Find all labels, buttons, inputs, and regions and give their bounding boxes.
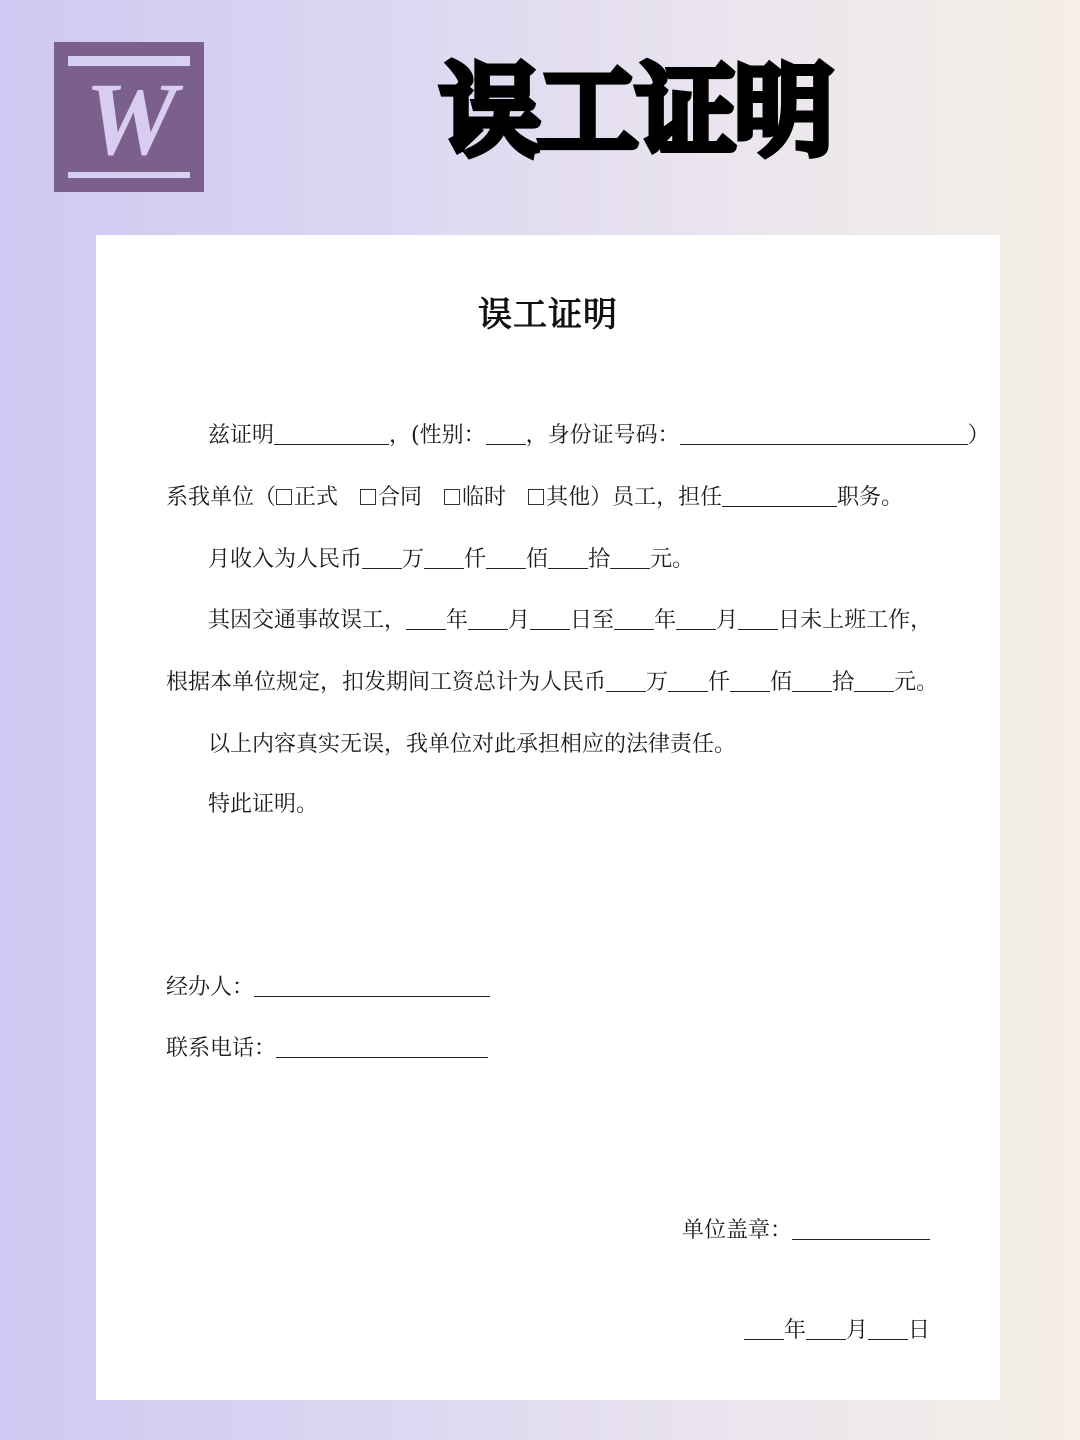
line-deducted-wages (166, 665, 938, 696)
unit-wan: 万 (646, 670, 669, 695)
date-year-label: 年 (783, 1318, 806, 1343)
line-handler (166, 970, 490, 1001)
end-month-field[interactable] (676, 607, 716, 630)
start-year-label: 年 (446, 608, 469, 633)
employment-prefix: 系我单位（ (166, 485, 277, 510)
name-field[interactable] (274, 422, 389, 445)
deduct-qian-field[interactable] (668, 669, 708, 692)
income-qian-field[interactable] (424, 546, 464, 569)
line-date (744, 1313, 930, 1344)
date-day-field[interactable] (868, 1317, 908, 1340)
deduct-yuan-field[interactable] (854, 669, 894, 692)
line-certify-person (208, 418, 990, 449)
id-number-field[interactable] (680, 422, 968, 445)
deduct-bai-field[interactable] (730, 669, 770, 692)
option-contract-label: 合同 (378, 485, 423, 510)
id-number-label: ，身份证号码： (525, 423, 680, 448)
unit-yuan: 元。 (650, 547, 695, 572)
banner-title: 误工证明 (440, 53, 832, 170)
checkbox-other[interactable] (528, 489, 544, 505)
unit-yuan: 元。 (894, 670, 939, 695)
start-month-field[interactable] (468, 607, 508, 630)
option-temporary-label: 临时 (462, 485, 507, 510)
unit-shi: 拾 (832, 670, 855, 695)
end-day-label: 日未上班工作， (778, 608, 933, 633)
gender-field[interactable] (486, 422, 526, 445)
absence-label: 其因交通事故误工， (208, 608, 407, 633)
start-year-field[interactable] (406, 607, 446, 630)
checkbox-formal[interactable] (276, 489, 292, 505)
logo-letter: W (84, 62, 174, 177)
line-phone (166, 1031, 488, 1062)
start-day-label: 日至 (570, 608, 615, 633)
employment-suffix: ）员工，担任 (590, 485, 723, 510)
line-employment-type (166, 480, 903, 511)
unit-bai: 佰 (526, 547, 549, 572)
word-logo-icon (54, 42, 204, 192)
line-truth-statement: 以上内容真实无误，我单位对此承担相应的法律责任。 (208, 732, 737, 757)
date-day-label: 日 (907, 1318, 930, 1343)
end-day-field[interactable] (738, 607, 778, 630)
seal-field[interactable] (792, 1217, 930, 1240)
unit-wan: 万 (402, 547, 425, 572)
date-month-label: 月 (845, 1318, 868, 1343)
handler-label: 经办人： (166, 975, 255, 1000)
income-shi-field[interactable] (548, 546, 588, 569)
line-monthly-income (208, 542, 694, 573)
phone-label: 联系电话： (166, 1036, 277, 1061)
option-other-label: 其他 (546, 485, 591, 510)
checkbox-contract[interactable] (360, 489, 376, 505)
unit-shi: 拾 (588, 547, 611, 572)
phone-field[interactable] (276, 1035, 488, 1058)
income-wan-field[interactable] (362, 546, 402, 569)
document-title: 误工证明 (478, 295, 618, 335)
document-page (96, 235, 1000, 1400)
unit-bai: 佰 (770, 670, 793, 695)
line-hereby-certify: 特此证明。 (208, 792, 319, 817)
end-month-label: 月 (716, 608, 739, 633)
income-bai-field[interactable] (486, 546, 526, 569)
checkbox-temporary[interactable] (444, 489, 460, 505)
deduction-label: 根据本单位规定，扣发期间工资总计为人民币 (166, 670, 607, 695)
income-label: 月收入为人民币 (208, 547, 363, 572)
gender-label: ，(性别： (389, 423, 486, 448)
unit-qian: 仟 (708, 670, 731, 695)
deduct-wan-field[interactable] (606, 669, 646, 692)
seal-label: 单位盖章： (681, 1218, 792, 1243)
option-formal-label: 正式 (294, 485, 339, 510)
end-year-field[interactable] (614, 607, 654, 630)
income-yuan-field[interactable] (610, 546, 650, 569)
position-end: 职务。 (837, 485, 904, 510)
position-field[interactable] (722, 484, 837, 507)
start-month-label: 月 (508, 608, 531, 633)
date-month-field[interactable] (806, 1317, 846, 1340)
deduct-shi-field[interactable] (792, 669, 832, 692)
unit-qian: 仟 (464, 547, 487, 572)
end-year-label: 年 (654, 608, 677, 633)
line-seal (682, 1213, 930, 1244)
handler-field[interactable] (254, 974, 490, 997)
certify-label: 兹证明 (208, 423, 275, 448)
close-paren: ） (967, 423, 990, 448)
date-year-field[interactable] (744, 1317, 784, 1340)
line-absence-period (208, 603, 932, 634)
start-day-field[interactable] (530, 607, 570, 630)
